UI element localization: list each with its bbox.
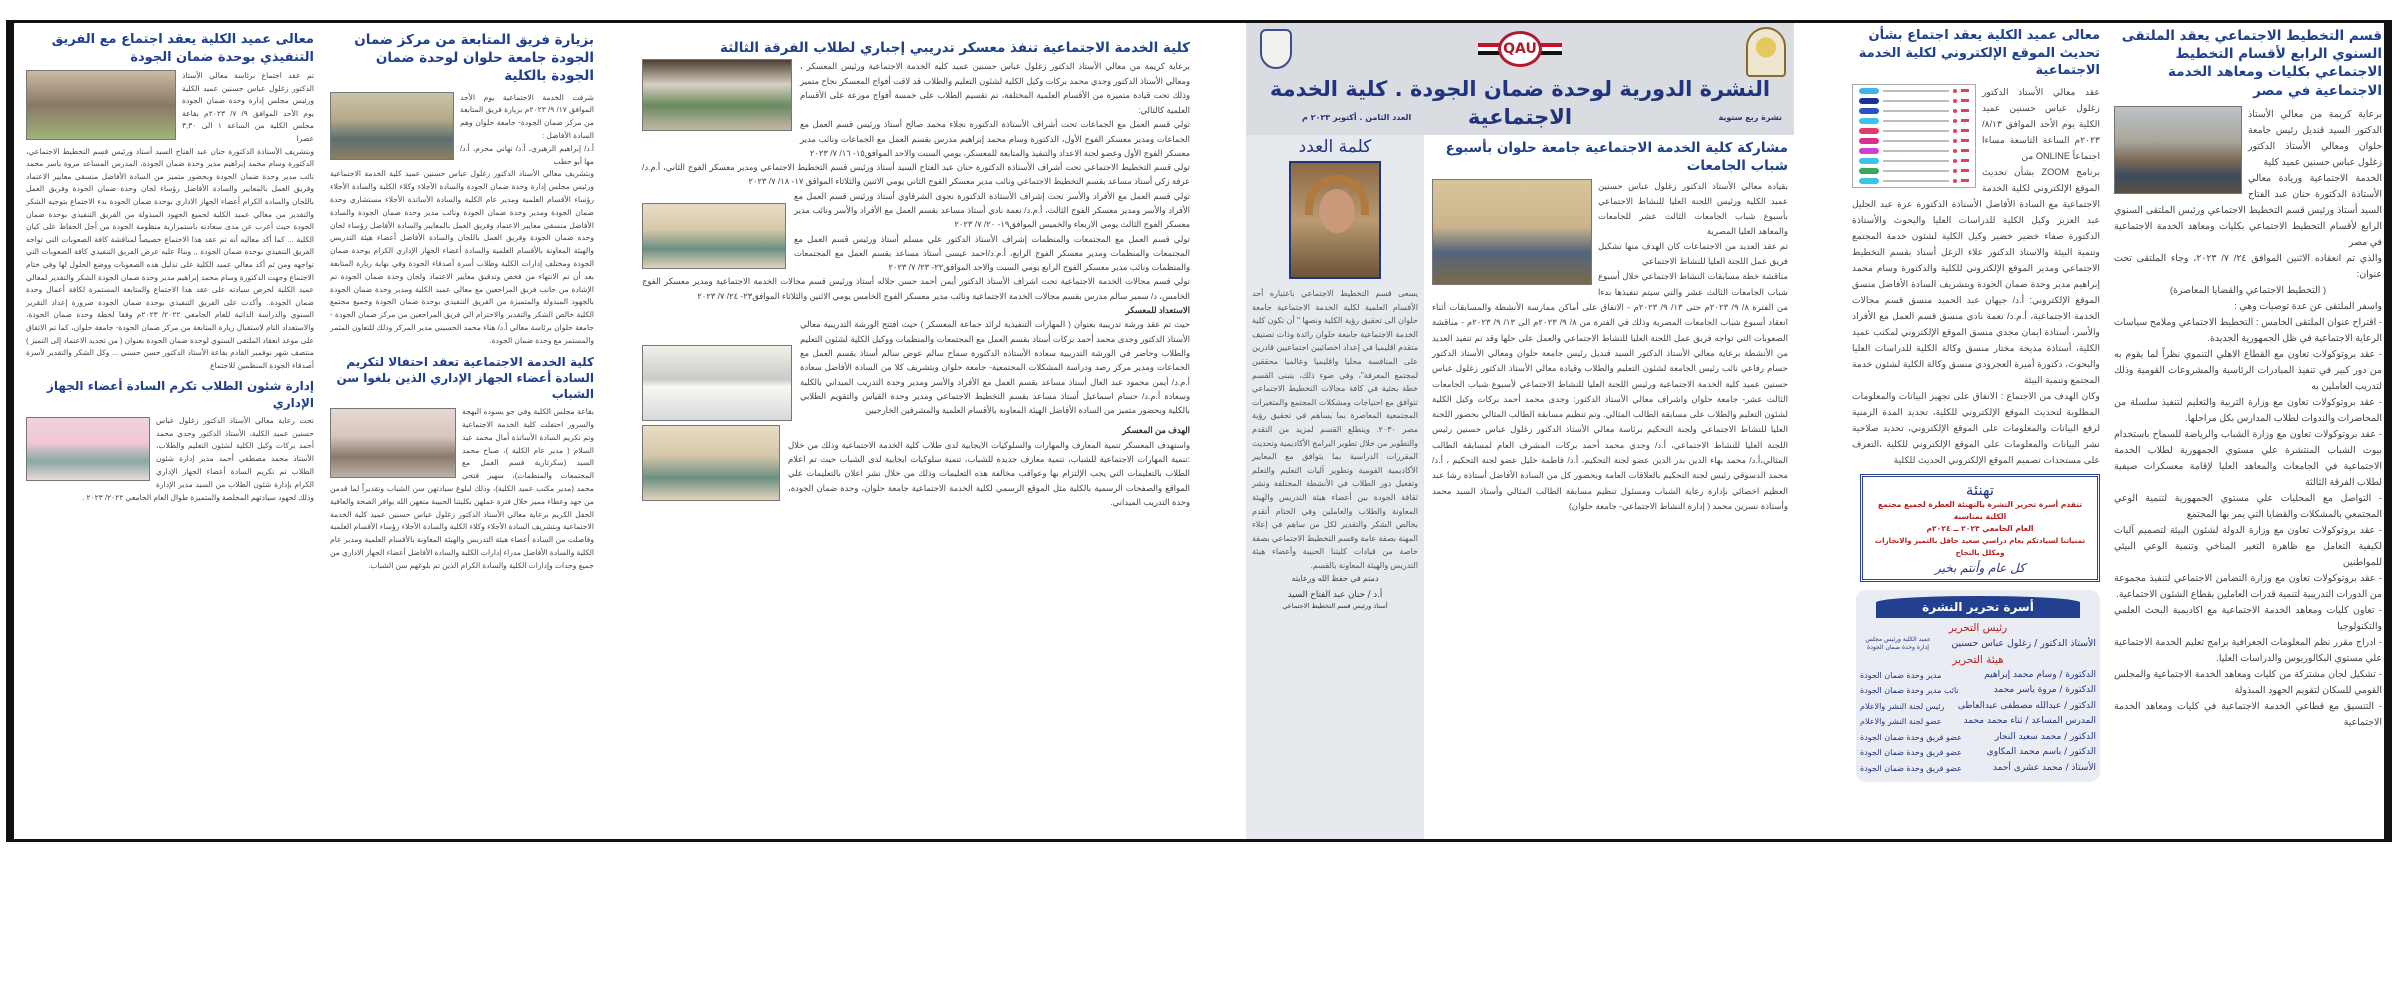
participant-row bbox=[1859, 157, 1969, 165]
participant-row bbox=[1859, 137, 1969, 145]
board-member-row bbox=[1860, 714, 2096, 730]
board-member-row bbox=[1860, 668, 2096, 684]
participant-name-line bbox=[1883, 150, 1949, 152]
camera-off-icon bbox=[1961, 169, 1969, 172]
article-title: معالى عميد الكلية يعقد اجتماع بشأن تحديث الموقع الإلكتروني لكلية الخدمة الاجتماعية bbox=[1858, 28, 2100, 79]
masthead bbox=[1246, 23, 1794, 135]
editorial-signer: أ.د / حنان عبد الفتاح السيد bbox=[1287, 589, 1383, 600]
participant-avatar-icon bbox=[1859, 88, 1879, 94]
recommendation-item: - ادراج مقرر نظم المعلومات الجغرافية برامج تعليم الخدمة الاجتماعية علي مستوي البكالوريوس والدراسات العليا. bbox=[2114, 635, 2382, 663]
page1-right-column bbox=[330, 23, 594, 839]
mic-icon bbox=[1953, 119, 1957, 123]
recommendation-item: - التواصل مع المحليات علي مستوي الجمهورية لتنمية الوعي المجتمعي بالمشكلات والقضايا التي يمر بها المجتمع bbox=[2114, 491, 2382, 519]
article-title: مشاركة كلية الخدمة الاجتماعية جامعة حلوان بأسبوع شباب الجامعات bbox=[1445, 140, 1788, 175]
zoom-screenshot bbox=[1852, 84, 1976, 188]
meeting-goal: وكان الهدف من الاجتماع : الاتفاق على تجهيز البيانات والمعلومات المطلوبة لتحديث الموقع الإلكتروني للكلية، تحديد المدة الزمنية لرفع البيانات والمعلومات على الموقع الإلكتروني، تحديد صلاحية نشر البيانات والمعلومات على الموقع الإلكتروني للكلية ،التعرف على مستجدات تصميم الموقع الإلكتروني الحديث للكلية bbox=[1852, 390, 2100, 465]
article-meetings: تم عقد العديد من الاجتماعات كان الهدف منها تشكيل فريق عمل اللجنة العليا للنشاط الاجتماعي bbox=[1598, 241, 1788, 267]
participant-name-line bbox=[1883, 130, 1949, 132]
article-intro: عقد معالي الأستاذ الدكتور زغلول عباس حسنين عميد الكلية يوم الأحد الموافق ٨/١٣/ ٢٠٢٣م الساعة التاسعة مساءا اجتماعاً ONLINE من bbox=[1982, 86, 2100, 161]
greeting-line-3: تمنياتنا لسيادتكم بعام دراسي سعيد حافل بالتميز والانجازات ومكلل بالنجاح bbox=[1874, 535, 2086, 557]
qau-logo-text: QAU bbox=[1498, 31, 1542, 67]
participant-avatar-icon bbox=[1859, 118, 1879, 124]
page-1 bbox=[20, 23, 600, 839]
visit-body: وبتشريف معالي الأستاذ الدكتور زغلول عباس حسنين عميد كلية الخدمة الاجتماعية ورئيس مجلس إدارة وحدة ضمان الجودة والسادة الأجلاء وكلاء الكلية والسادة الأجلاء رؤساء الأقسام العلمية ومدير عام الكلية والسادة الأساتذة الأجلاء مستشاري وحدة ضمان الجودة ومدير وحدة ضمان الجودة ونائب مدير وحدة ضمان الجودة والسادة الأفاضل منسقي معايير الاعتماد وفريق العمل بالمعايير والسادة الأفاضل رؤساء لجان وحدة ضمان الجودة وفريق العمل باللجان والسادة الأفاضل أعضاء هيئة التدريس والهيئة المعاونة بالأقسام العلمية والسادة أعضاء الجهاز الإداري الكرام بوحدة ضمان الجودة ومختلف إدارات الكلية وطلاب أسرة أصدقاء الجودة وفي نهاية زيارة المتابعة بعد أن تم الانتهاء من فحص وتدقيق معايير الاعتماد ولجان وحدة ضمان الجودة تم الإشادة من جانب فريق المراجعين مع معالي عميد الكلية ومدير وحدة ضمان الجودة بالجهود المبذولة والمتميزة من الفريق التنفيذي بوحدة ضمان الجودة وجميع مجتمع الكلية خالص الشكر والتقدير والاحترام الي فريق المراجعين من مركز ضمان الجودة - جامعة حلوان برئاسة معالي أ.د/ هناء محمد الحسيني مدير المركز وذلك للتعاون المثمر والمستمر مع وحدة ضمان الجودة. bbox=[330, 169, 594, 345]
article-title: قسم التخطيط الاجتماعي يعقد الملتقى السنوي الرابع لأقسام التخطيط الاجتماعي بكليات ومعاهد الخدمة الاجتماعية في مصر bbox=[2121, 28, 2382, 99]
article-body: الخدمة الاجتماعية وريادة معالي الأستاذة الدكتورة حنان عبد الفتاح السيد أستاذ ورئيس قسم التخطيط الاجتماعي ورئيس الملتقى السنوي الرابع لأقسام التخطيط الاجتماعي بكليات ومعاهد الخدمة الاجتماعية في مصر bbox=[2114, 171, 2382, 247]
member-role: عضو فريق وحدة ضمان الجودة bbox=[1860, 748, 1962, 758]
member-role: عضو لجنة النشر والاعلام bbox=[1860, 717, 1942, 727]
participant-name-line bbox=[1883, 110, 1949, 112]
mic-icon bbox=[1953, 109, 1957, 113]
participant-name-line bbox=[1883, 120, 1949, 122]
forum-photo bbox=[2114, 106, 2242, 194]
editorial-closing: دمتم في حفظ الله ورعايته bbox=[1291, 574, 1379, 584]
participant-avatar-icon bbox=[1859, 158, 1879, 164]
mic-icon bbox=[1953, 139, 1957, 143]
mic-icon bbox=[1953, 129, 1957, 133]
camera-off-icon bbox=[1961, 99, 1969, 102]
camera-off-icon bbox=[1961, 109, 1969, 112]
participant-row bbox=[1859, 167, 1969, 175]
forum-theme: ( التخطيط الاجتماعي والقضايا المعاصرة) bbox=[2169, 283, 2327, 295]
camera-off-icon bbox=[1961, 119, 1969, 122]
shield-logo bbox=[1260, 29, 1292, 69]
dean-meeting-body: وبتشريف الأستاذة الدكتورة حنان عبد الفتاح السيد أستاذ ورئيس قسم التخطيط الاجتماعي، الدكتورة وسام محمد إبراهيم مدير وحدة ضمان الجودة، المدرس المساعد مروة ياسر محمد نائب مدير وحدة ضمان الجودة وبحضور متميز من السادة الأفاضل منسقي معايير الاعتماد وفريق العمل بالمعايير والسادة الأفاضل رؤساء لجان وحدة ضمان الجودة وفريق العمل باللجان والسادة الكرام أعضاء الجهاز الاداري بوحدة ضمان الجودة بدء الاجتماع بتوجيه الشكر والتقدير من معالي عميد الكلية لجميع الجهود المبذولة من الفريق التنفيذي بوحدة ضمان الجودة حيث أعرب عن مدى سعادته باستمرارية منظومة الجودة من أجل الحفاظ على كيان الكلية ... كما أكد معاليه أنه تم عقد هذا الاجتماع خصيصاً لمناقشة كافة الصعوبات التي تواجه الفريق التنفيذي بوحدة ضمان الجودة ,, وبناءً عليه عرض الفريق التنفيذي كافة الصعوبات التي تواجهه ومن ثم أكد معالي عميد الكلية على تذليل هذه الصعوبات ووضع الحلول لها وفي ختام الاجتماع وجهت الدكتورة وسام محمد إبراهيم مدير وحدة ضمان الجودة الشكر والتقدير لمعالي عميد الكلية لحرص سيادته على عقد هذا الاجتماع والمتابعة المستمرة لكافة أعمال وحدة ضمان الجودة.. وأكدت على الفريق التنفيذي بوحدة ضمان الجودة ضرورة إعداد التقرير السنوي والدراسة الذاتية للعام الجامعي ٢٠٢٢/ ٢٠٢٣م وفقا لخطة وحدة ضمان الجودة، والاستعداد التام لاستقبال زيارة المتابعة من مركز ضمان الجودة- جامعة حلوان، كما تم الاتفاق على موعد انعقاد الملتقى السنوي لوحدة ضمان الجودة بعنوان ( من تجديد الاعتماد إلى التميز ) منتصف شهر نوفمبر القادم بقاعة الأستاذ الدكتور حسن حسني ... وكل الشكر والتقدير لأسرة أصدقاء الجودة المنظمين للاجتماع bbox=[26, 146, 314, 370]
mic-icon bbox=[1953, 149, 1957, 153]
page-3-front bbox=[1246, 23, 1794, 839]
member-role: نائب مدير وحدة ضمان الجودة bbox=[1860, 686, 1959, 696]
newsletter-frequency: نشرة ربع سنوية bbox=[1718, 113, 1782, 122]
recommendation-item: - تعاون كليات ومعاهد الخدمة الاجتماعية مع اكاديمية البحث العلمي والتكنولوجيا bbox=[2114, 603, 2382, 631]
participant-row bbox=[1859, 87, 1969, 95]
member-name: الدكتور / محمد سعيد النجار bbox=[1994, 731, 2096, 742]
participant-row bbox=[1859, 97, 1969, 105]
recommendation-item: - عقد بروتوكولات تعاون مع القطاع الاهلي التنموي نظراً لما يقوم به من دور كبير في تنفيذ المبادرات الرئاسية والمشروعات القومية وذلك لتدريب العاملين به bbox=[2114, 347, 2382, 391]
recommendation-item: - عقد بروتوكولات تعاون مع وزارة الشباب والرياضة للسماح باستخدام بيوت الشباب المنتشرة علي مستوي الجمهورية لطلاب الخدمة الاجتماعية في الجامعات والمعاهد العليا لإقامة معسكرات صيفية لطلاب الفرقة الثالثة bbox=[2114, 427, 2382, 487]
member-role: رئيس لجنة النشر والاعلام bbox=[1860, 701, 1945, 711]
participant-name-line bbox=[1883, 100, 1949, 102]
member-role: عضو فريق وحدة ضمان الجودة bbox=[1860, 763, 1962, 773]
newsletter-spread bbox=[6, 20, 2392, 842]
greeting-line-1: تتقدم أسرة تحرير النشرة بالتهنئة العطرة لجميع مجتمع الكلية بمناسبة bbox=[1877, 499, 2083, 521]
participant-avatar-icon bbox=[1859, 178, 1879, 184]
greeting-title: تهنئة bbox=[1965, 480, 1995, 499]
participant-avatar-icon bbox=[1859, 148, 1879, 154]
camp-groups bbox=[642, 117, 1190, 303]
article-youth-week bbox=[1432, 135, 1788, 839]
camp-group-item: تولي قسم التخطيط الاجتماعي تحت أشراف الأستاذة الدكتورة حنان عبد الفتاح السيد أستاذ ورئيس قسم التخطيط الاجتماعي ومدير معسكر الفوج الثاني، أ.م.د/ عرفة زكي أستاذ مساعد بقسم التخطيط الاجتماعي ونائب مدير معسكر الفوج الثاني يومي الاثنين والثلاثاء الموافق ١٧- ١٨/ ٧/ ٢٠٢٣ bbox=[642, 162, 1190, 187]
page1-left-column bbox=[26, 23, 314, 839]
greeting-card bbox=[1860, 474, 2100, 582]
camp-photo-1 bbox=[642, 59, 792, 131]
participant-row bbox=[1859, 107, 1969, 115]
mic-icon bbox=[1953, 89, 1957, 93]
participant-name-line bbox=[1883, 170, 1949, 172]
student-affairs-photo bbox=[26, 417, 150, 481]
editorial-board-card bbox=[1856, 590, 2100, 783]
recommendation-item: - عقد بروتوكولات تعاون مع وزارة التربية والتعليم لتنفيذ سلسلة من المحاضرات والندوات لطلاب المدارس بكل مراحلها. bbox=[2114, 395, 2382, 423]
greeting-signature: كل عام وأنتم بخير bbox=[1935, 560, 2025, 575]
board-member-row bbox=[1860, 683, 2096, 699]
article-intro: بقيادة معالي الأستاذ الدكتور زغلول عباس حسنين عميد الكلية ورئيس اللجنة العليا للنشاط الاجتماعي بأسبوع شباب الجامعات الثالث عشر للجامعات والمعاهد العليا المصرية bbox=[1598, 181, 1788, 237]
visit-intro: شرفت الخدمة الاجتماعية يوم الأحد الموافق ١٧/ ٩/ ٢٠٢٣م بزيارة فريق المتابعة من مركز ضمان الجودة- جامعة حلوان وهم السادة الأفاضل : bbox=[460, 92, 594, 141]
camera-off-icon bbox=[1961, 149, 1969, 152]
participant-name-line bbox=[1883, 90, 1949, 92]
chief-name: الأستاذ الدكتور / زغلول عباس حسنين bbox=[1951, 637, 2096, 649]
participant-row bbox=[1859, 177, 1969, 185]
camera-off-icon bbox=[1961, 89, 1969, 92]
camera-off-icon bbox=[1961, 129, 1969, 132]
board-member-row bbox=[1860, 745, 2096, 761]
author-portrait bbox=[1289, 161, 1381, 279]
editorial-ribbon: أسرة تحرير النشرة bbox=[1876, 596, 2080, 618]
article-planning-forum bbox=[2114, 23, 2382, 839]
member-name: الدكتور / باسم محمد المكاوى bbox=[1986, 747, 2096, 758]
board-member-row bbox=[1860, 761, 2096, 777]
prep-body: حيث تم عقد ورشة تدريبية بعنوان ( المهارات التنفيذية لرائد جماعة المعسكر ) حيث افتتح الورشة التدريبية معالي الأستاذ الدكتور وجدى محمد أحمد بركات أستاذ بقسم العمل مع المجتمعات والمنظمات ووكيل الكلية لشئون التعليم والطلاب وحاضر في الورشة التدريبية سعادة الأستاذة الدكتورة سماح سالم عوض سالم أستاذ بقسم العمل مع الجماعات ومدير مركز رصد ودراسة المشكلات المجتمعية- جامعة حلوان وبتشريف كلا من السادة الأفاضل سعادة أ.م.د/ أيمن محمود عبد العال أستاذ مساعد بقسم العمل مع الأفراد والأسر ومدير وحدة التدريب الميداني بالكلية وسعادة أ.م.د/ حسام اسماعيل أستاذ مساعد بقسم التخطيط الاجتماعي ومدير وحدة القياس والتقويم الطلابي بالكلية وبحضور متميز من السادة الأفاضل الهيئة المعاونة بالأقسام العلمية والمشرفين الخارجيين bbox=[800, 319, 1190, 416]
camp-photo-3 bbox=[642, 425, 780, 501]
celebration-title: كلية الخدمة الاجتماعية تعقد احتفالا لتكريم السادة أعضاء الجهاز الإداري الذين بلغوا سن الشباب bbox=[336, 354, 594, 401]
recommendation-item: - التنسيق مع قطاعي الخدمة الاجتماعية في كليات ومعاهد الخدمة الاجتماعية bbox=[2114, 699, 2382, 727]
workshop-photo bbox=[642, 345, 792, 421]
prep-heading: الاستعداد للمعسكر bbox=[1125, 305, 1190, 316]
participant-name-line bbox=[1883, 160, 1949, 162]
board-label: هيئة التحرير bbox=[1952, 653, 2004, 666]
article-intro: برعاية كريمة من معالي الأستاذ الدكتور زغلول عباس حسنين عميد كلية الخدمة الاجتماعية ورئيس المعسكر ، ومعالي الأستاذ الدكتور وجدي محمد بركات وكيل الكلية لشئون التعليم والطلاب قد لاقت أفواج المعسكر نجاح متميز وذلك تحت قيادة متميزة من الأقسام العلمية المختلفة، تم تقسيم الطلاب على خمسة أفواج موزعة على الأقسام العلمية كالتالي: bbox=[800, 61, 1190, 115]
article-body: مناقشة خطة مسابقات النشاط الاجتماعي خلال أسبوع شباب الجامعات الثالث عشر والتي سيتم تنفيذها بدءا من الفترة ٨/ ٩/ ٢٠٢٣م حتى ١٣/ ٩/ ٢٠٢٣م - الاتفاق على أماكن ممارسة الأنشطة والمسابقات أثناء انعقاد أسبوع شباب الجامعات المصرية وذلك في الفترة من ٨/ ٩/ ٢٠٢٣م الى ١٣/ ٩/ ٢٠٢٣م - مناقشة الصعوبات التي تواجه فريق عمل اللجنة العليا للنشاط الاجتماعي والعمل على حلها وقد تم تنفيذ العديد من الأنشطة برعاية معالي الأستاذ الدكتور السيد قنديل رئيس جامعة حلوان ومعالي الأستاذ الدكتور حسام رفاعي نائب رئيس الجامعة لشئون التعليم والطلاب وقيادة معالي الأستاذ الدكتور زغلول عباس حسنين عميد كلية الخدمة الاجتماعية ورئيس اللجنة العليا للنشاط الاجتماعي لأسبوع شباب الجامعات الثالث عشر- جامعة حلوان واشراف معالي الأستاذ الدكتور: وجدى محمد أحمد بركات وكيل الكلية لشئون التعليم والطلاب على مسابقة الطالب المثالي. وتم تنظيم مسابقة الطالب المثالي بحضور اللجنة العليا للنشاط الاجتماعي ولجنة التحكيم برئاسة معالي الأستاذ الدكتور زغلول عباس حسنين رئيس اللجنة العليا للنشاط الاجتماعي، أ.د/ وجدي محمد أحمد بركات المشرف العام لمسابقة الطالب المثالي،أ.د/ محمد بهاء الدين بدر الدين عضو لجنة التحكيم، أ.د/ فاطمة خليل عضو لجنة التحكيم ، أ.د/ محمد الدسوقي رئيس لجنة التحكيم بالعلاقات العامة وبحضور كل من السادة الأفاضل أستاذة رشا عبد العظيم اخصائي بإدارة رعاية الشباب ومسئول تنظيم مسابقة الطالب المثالي وأستاذ السيد محمد وأستاذة نسرين محمد ( إدارة النشاط الاجتماعي- جامعة حلوان) bbox=[1432, 271, 1789, 511]
participant-row bbox=[1859, 127, 1969, 135]
member-role: مدير وحدة ضمان الجودة bbox=[1860, 670, 1942, 680]
camera-off-icon bbox=[1961, 139, 1969, 142]
issue-number: العدد الثامن . أكتوبر ٢٠٢٣ م bbox=[1302, 113, 1412, 122]
qau-logo bbox=[1478, 29, 1562, 69]
student-affairs-title: إدارة شئون الطلاب تكرم السادة أعضاء الجهاز الإداري bbox=[46, 379, 314, 410]
page-2 bbox=[636, 23, 1196, 839]
chief-role: عميد الكلية ورئيس مجلس إدارة وحدة ضمان الجودة bbox=[1865, 635, 1931, 651]
camp-group-item: تولي قسم العمل مع المجتمعات والمنظمات إشراف الأستاذ الدكتور علي مسلم أستاذ ورئيس قسم العمل مع المجتمعات والمنظمات ومدير معسكر الفوج الرابع، أ.م.د/احمد عيسى أستاذ مساعد بقسم العمل مع المجتمعات والمنظمات ونائب مدير معسكر الفوج الرابع يومي السبت والاحد الموافق٢٢- ٢٣/ ٧/ ٢٠٢٣ bbox=[794, 233, 1190, 273]
board-members bbox=[1860, 668, 2096, 777]
participant-avatar-icon bbox=[1859, 108, 1879, 114]
greeting-line-2: العام الجامعي ٢٠٢٣ ــ ٢٠٢٤م bbox=[1926, 523, 2034, 533]
editorial-body: يسعى قسم التخطيط الاجتماعي باعتباره أحد الأقسام العلمية لكلية الخدمة الاجتماعية جامعة حلوان الى تحقيق رؤية الكلية ونصها " أن تكون كلية الخدمة الاجتماعية جامعة حلوان رائدة وذات تصنيف متقدم اقليميا في إعداد اخصائيين اجتماعيين قادرين على المنافسة محليا واقليميا وعالميا محققين لمجتمع المعرفة"، وفي ضوء ذلك، يتبنى القسم خطة بحثية في كافة مجالات التخطيط الاجتماعي تتوافق مع احتياجات ومشكلات المجتمع والمتغيرات المجتمعية المعاصرة بما يساهم في تحقيق رؤية مصر ٢٠٣٠. ويتطلع القسم لمزيد من التقدم والتطوير من خلال تطوير البرامج الأكاديمية وتحديث المقررات الدراسية بما يتوافق مع المعايير الأكاديمية القومية وتطوير آليات التعليم والتعلم وتفعيل دور الطلاب في الأنشطة المختلفة ونشر ثقافة الجودة بين أعضاء هيئة التدريس والهيئة المعاونة والطلاب والعاملين وفي الختام أتقدم بخالص الشكر والتقدير لكل من ساهم في إعلاء المهنة بصفة عامة وقسم التخطيط الاجتماعي بصفة خاصة من قيادات كليتنا الحبيبة وأعضاء هيئة التدريس والهيئة المعاونة بالقسم. bbox=[1252, 289, 1419, 570]
visit-photo bbox=[330, 92, 454, 160]
camp-group-item: تولي قسم العمل مع الجماعات تحت أشراف الأستاذة الدكتورة نجلاء محمد صالح أستاذ ورئيس قسم العمل مع الجماعات ومدير معسكر الفوج الأول، الدكتورة وسام محمد إبراهيم مدرس بقسم العمل مع الجماعات ونائب مدير معسكر الفوج الأول وعضو لجنة الاعداد والتنفيذ والمتابعة للمعسكر، يومي السبت والاحد الموافق١٥- ١٦/ ٧/ ٢٠٢٣ bbox=[800, 119, 1190, 158]
member-role: عضو فريق وحدة ضمان الجودة bbox=[1860, 732, 1962, 742]
member-name: الدكتور / عبدالله مصطفى عبدالعاطى bbox=[1957, 700, 2096, 711]
recommendations-list bbox=[2114, 314, 2382, 730]
editorial-signer-title: أستاذ ورئيس قسم التخطيط الاجتماعي bbox=[1282, 601, 1388, 610]
participant-avatar-icon bbox=[1859, 98, 1879, 104]
member-name: الأستاذ / محمد عشرى أحمد bbox=[1992, 762, 2096, 773]
article-intro: برعاية كريمة من معالي الأستاذ الدكتور السيد قنديل رئيس جامعة حلوان ومعالي الأستاذ الدكتور زغلول عباس حسنين عميد كلية bbox=[2248, 107, 2382, 167]
article-body: برنامج ZOOM بشأن تحديث الموقع الإلكتروني لكلية الخدمة الاجتماعية مع السادة الأفاضل الأستاذة الدكتورة عزة عبد الجليل عبد العزيز وكيل الكلية للدراسات العليا والبحوث والأستاذة الدكتورة صفاء خضير خضير وكيل الكلية لشئون خدمة المجتمع وتنمية البيئة والاستاذ الدكتور علاء الزغل أستاذ بقسم التخطيط الاجتماعي ومدير الموقع الإلكتروني للكلية والدكتورة وسام محمد إبراهيم مدير وحدة ضمان الجودة وبتشريف السادة الأفاضل منسق الموقع الإلكتروني: أ.د/ جيهان عبد الحميد منسق قسم مجالات الخدمة الاجتماعية، أ.م.د/ نعمة نادي منسق قسم العمل مع الأفراد والأسر، أستاذة ايمان مجدي منسق الموقع الإلكتروني لمكتب عميد الكلية، أستاذة مديحة مختار منسق وكالة الكلية للدراسات العليا والبحوث، دكتورة أميرة العجرودي منسق وكالة الكلية لشئون خدمة المجتمع وتنمية البيئة bbox=[1852, 166, 2101, 385]
dean-meeting-photo bbox=[26, 70, 176, 140]
recommendations-intro: واسفر الملتقى عن عدة توصيات وهي : bbox=[2234, 299, 2382, 311]
celebration-photo bbox=[330, 408, 456, 478]
board-member-row bbox=[1860, 699, 2096, 715]
editorial-heading: كلمة العدد bbox=[1298, 137, 1372, 157]
goal-heading: الهدف من المعسكر bbox=[1122, 425, 1190, 436]
mic-icon bbox=[1953, 99, 1957, 103]
participant-avatar-icon bbox=[1859, 138, 1879, 144]
dean-meeting-intro: تم عقد اجتماع برئاسة معالي الأستاذ الدكتور زغلول عباس حسنين عميد الكلية ورئيس مجلس إدارة وحدة ضمان الجودة يوم الأحد الموافق ٩/ ٧/ ٢٠٢٣م بقاعة مجلس الكلية من الساعة ١ الى ٣,٣٠ عصرا bbox=[182, 71, 314, 144]
participant-name-line bbox=[1883, 140, 1949, 142]
member-name: الدكتورة / وسام محمد إبراهيم bbox=[1984, 669, 2096, 680]
article-website-meeting bbox=[1852, 23, 2100, 839]
dean-meeting-title: معالى عميد الكلية يعقد اجتماع مع الفريق التنفيذي بوحدة ضمان الجودة bbox=[51, 32, 314, 65]
forum-date: والذي تم انعقاده الاثنين الموافق ٢٤/ ٧/ ٢٠٢٣، وجاء الملتقى تحت عنوان: bbox=[2114, 251, 2382, 279]
camp-photo-2 bbox=[642, 203, 786, 269]
board-member-row bbox=[1860, 730, 2096, 746]
recommendation-item: - اقتراح عنوان الملتقى الخامس : التخطيط الاجتماعي وملامح سياسات الرعاية الاجتماعية في ظل الجمهورية الجديدة. bbox=[2114, 315, 2382, 343]
member-name: المدرس المساعد / ثناء محمد محمد bbox=[1963, 716, 2096, 727]
camera-off-icon bbox=[1961, 159, 1969, 162]
editorial-column bbox=[1246, 135, 1424, 839]
recommendation-item: - تشكيل لجان مشتركة من كليات ومعاهد الخدمة الاجتماعية والمجلس القومي للسكان لتقويم الجهود المبذولة bbox=[2114, 667, 2382, 695]
camp-group-item: تولي قسم العمل مع الأفراد والأسر تحت إشراف الأستاذة الدكتورة نجوى الشرقاوي أستاذ ورئيس قسم العمل مع الأفراد والأسر ومدير معسكر الفوج الثالث، أ.م.د/ نعمة نادي أستاذ مساعد بقسم العمل مع الأفراد والأسر ونائب مدير معسكر الفوج الثالث يومي الاربعاء والخميس الموافق١٩- ٢٠/ ٧/ ٢٠٢٣ bbox=[794, 190, 1190, 230]
visit-members: أ.د/ إبراهيم الزهيري، أ.د/ تهاني محرم، أ.د/ مها أبو حطب bbox=[460, 143, 594, 166]
mic-icon bbox=[1953, 159, 1957, 163]
chief-label: رئيس التحرير bbox=[1948, 621, 2008, 634]
newsletter-title: النشرة الدورية لوحدة ضمان الجودة . كلية الخدمة الاجتماعية bbox=[1269, 77, 1771, 130]
participant-name-line bbox=[1883, 180, 1949, 182]
camp-group-item: تولي قسم مجالات الخدمة الاجتماعية تحت اشراف الأستاذ الدكتور أيمن أحمد حسن جلاله أستاذ ورئيس قسم مجالات الخدمة الاجتماعية ومدير معسكر الفوج الخامس، د/ سمير سالم مدرس بقسم مجالات الخدمة الاجتماعية ونائب مدير معسكر الفوج الخامس يومي الاثنين والثلاثاء الموافق٢٣- ٢٤/ ٧/ ٢٠٢٣ bbox=[642, 276, 1190, 301]
participant-avatar-icon bbox=[1859, 168, 1879, 174]
participant-avatar-icon bbox=[1859, 128, 1879, 134]
university-logo bbox=[1746, 27, 1786, 77]
goal-body: واستهدف المعسكر تنمية المعارف والمهارات والسلوكيات الايجابية لدى طلاب كلية الخدمة الاجتماعية وذلك من خلال :تنمية المهارات الاجتماعية للشباب، تنمية معارف جديدة للشباب، تنمية سلوكيات ايجابية لدى الشباب حيث تم اعلام الطلاب بالتعليمات التي يجب الإلتزام بها وعواقب مخالفة هذه التعليمات وذلك من خلال نشر اعلان بالتعليمات علي المواقع والصفحات الرسمية بالكلية مثل الموقع الرسمي لكلية الخدمة الاجتماعية جامعة حلوان، وحدة ضمان الجودة، وحدة التدريب الميداني. bbox=[788, 439, 1190, 507]
youth-week-photo bbox=[1432, 179, 1592, 285]
participant-row bbox=[1859, 117, 1969, 125]
visit-title: بزيارة فريق المتابعة من مركز ضمان الجودة جامعة حلوان لوحدة ضمان الجودة بالكلية bbox=[354, 32, 594, 85]
article-title: كلية الخدمة الاجتماعية تنفذ معسكر تدريبي إجباري لطلاب الفرقة الثالثة bbox=[719, 40, 1190, 56]
recommendation-item: - عقد بروتوكولات تعاون مع وزارة التضامن الاجتماعي لتنفيذ مجموعة من الدورات التدريبية لتنمية قدرات العاملين بقطاع الشئون الاجتماعية. bbox=[2114, 571, 2382, 599]
student-affairs-body: تحت رعاية معالي الأستاذ الدكتور زغلول عباس حسنين عميد الكلية، الأستاذ الدكتور وجدي محمد أحمد بركات وكيل الكلية لشئون التعليم والطلاب، الأستاذ محمد مصطفي أحمد مدير إدارة شئون الطلاب تم تكريم السادة أعضاء الجهاز الإداري الكرام بإدارة شئون الطلاب من السيد مدير الإدارة وذلك لجهود سيادتهم المخلصة والمتميزة طوال العام الجامعي ٢٠٢٢/ ٢٠٢٣ . bbox=[82, 415, 314, 502]
participant-row bbox=[1859, 147, 1969, 155]
mic-icon bbox=[1953, 179, 1957, 183]
member-name: الدكتورة / مروة ياسر محمد bbox=[1993, 685, 2096, 696]
celebration-body: بقاعة مجلس الكلية وفي جو يسوده البهجة والسرور احتفلت كلية الخدمة الاجتماعية وتم تكريم السادة الأساتذة أمال محمد عبد السلام ( مدير عام الكلية )، صباح محمد السيد (سكرتارية قسم العمل مع المجتمعات والمنظمات)، سهير فتحي محمد (مدير مكتب عميد الكلية)، وذلك لبلوغ سيادتهن سن الشباب وتقديراً لما قدمن من جهد وعطاء مميز خلال فترة عملهن بكليتنا الحبيبة متعهن الله بوافر الصحة والعافية الحفل الكريم برعاية معالي الأستاذ الدكتور زغلول عباس حسنين عميد كلية الخدمة الاجتماعية وبتشريف السادة الأجلاء وكلاء الكلية والسادة الأجلاء رؤساء الأقسام العلمية وفاصلت من السادة أعضاء هيئة التدريس والهيئة المعاونة بالأقسام العلمية ومدير عام الكلية والسادة الأفاضل مدراء إدارات الكلية والسادة الأفاضل أعضاء الجهاز الاداري من جميع وحدات وإدارات الكلية والسادة الكرام الذين تم بلوغهم سن الشباب. bbox=[330, 407, 594, 570]
page-4 bbox=[1846, 23, 2390, 839]
recommendation-item: - عقد بروتوكولات تعاون مع وزارة الدولة لشئون البيئة لتصميم آليات لكيفية التعامل مع ظاهرة التغير المناخي وتنمية الوعي البيئي للمواطنين bbox=[2114, 523, 2382, 567]
mic-icon bbox=[1953, 169, 1957, 173]
camera-off-icon bbox=[1961, 179, 1969, 182]
